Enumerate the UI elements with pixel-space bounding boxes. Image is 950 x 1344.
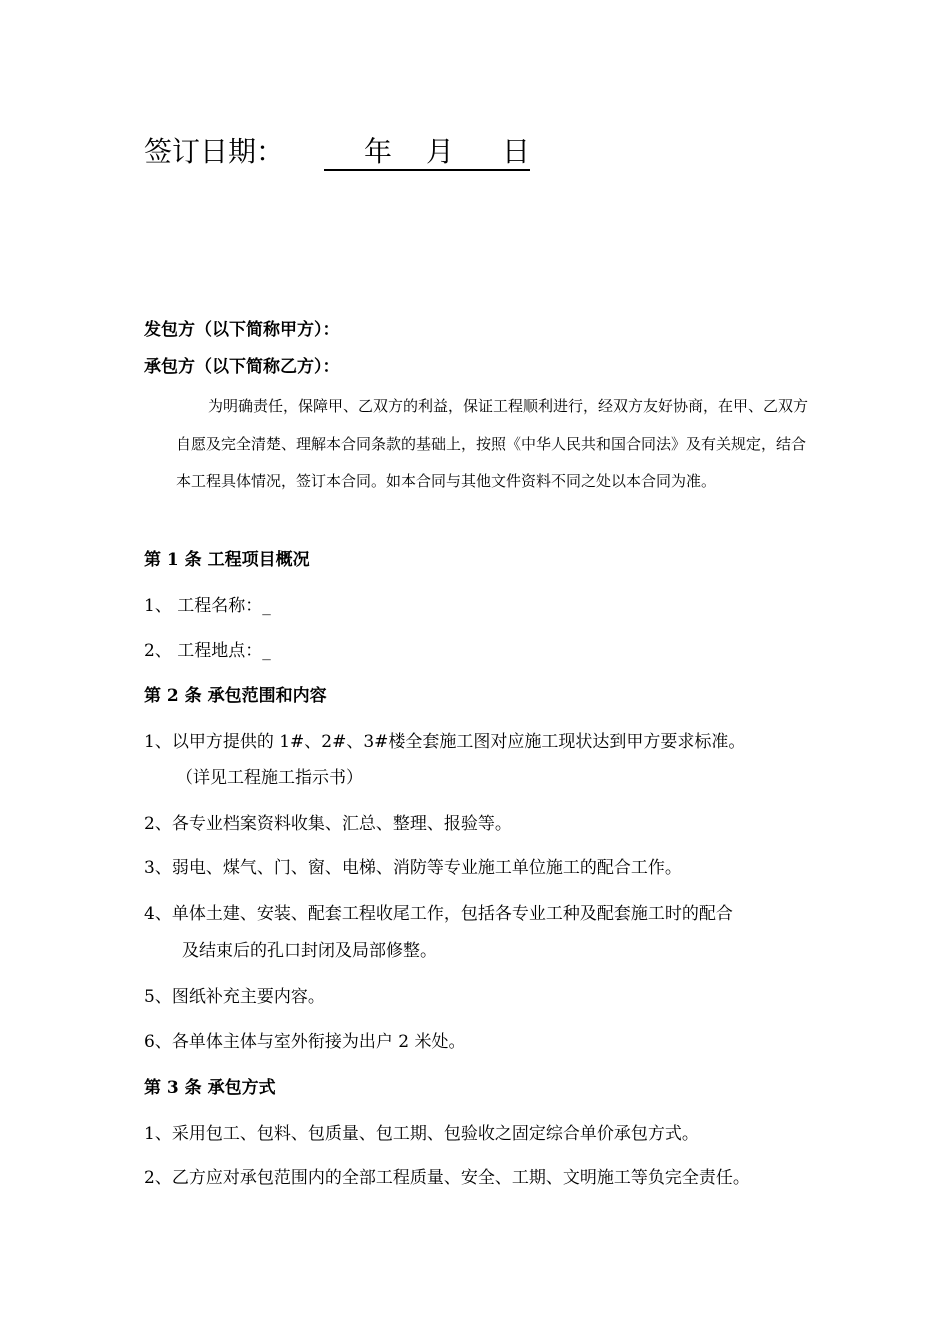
article-2-item-1: 1、以甲方提供的 1#、2#、3#楼全套施工图对应施工现状达到甲方要求标准。 (144, 732, 746, 752)
article-2-item-3: 3、弱电、煤气、门、窗、电梯、消防等专业施工单位施工的配合工作。 (144, 858, 682, 878)
article-2-item-4: 4、单体土建、安装、配套工程收尾工作，包括各专业工种及配套施工时的配合 (144, 904, 733, 924)
day-label: 日 (502, 135, 531, 168)
article-3-title: 第 3 条 承包方式 (144, 1078, 276, 1098)
signing-date-line (144, 132, 530, 172)
article-3-item-1: 1、采用包工、包料、包质量、包工期、包验收之固定综合单价承包方式。 (144, 1124, 699, 1144)
month-label: 月 (426, 135, 455, 168)
year-label: 年 (364, 135, 393, 168)
article-2-item-4-continuation: 及结束后的孔口封闭及局部修整。 (182, 941, 437, 961)
article-1-item-2: 2、 工程地点：_ (144, 641, 271, 661)
signing-date-blank (324, 135, 530, 171)
article-2-item-2: 2、各专业档案资料收集、汇总、整理、报验等。 (144, 814, 512, 834)
intro-paragraph: 为明确责任，保障甲、乙双方的利益，保证工程顺利进行，经双方友好协商，在甲、乙双方自愿及完全清楚、理解本合同条款的基础上，按照《中华人民共和国合同法》及有关规定，结合本工程具体情况，签订本合同。如本合同与其他文件资料不同之处以本合同为准。 (176, 397, 809, 490)
article-2-item-6: 6、各单体主体与室外衔接为出户 2 米处。 (144, 1032, 466, 1052)
article-2-title: 第 2 条 承包范围和内容 (144, 686, 327, 706)
article-2-item-5: 5、图纸补充主要内容。 (144, 987, 325, 1007)
article-3-item-2: 2、乙方应对承包范围内的全部工程质量、安全、工期、文明施工等负完全责任。 (144, 1168, 750, 1188)
article-2-item-1-continuation: （详见工程施工指示书） (176, 768, 363, 788)
party-a-line: 发包方（以下简称甲方）： (144, 320, 340, 340)
party-b-line: 承包方（以下简称乙方）： (144, 357, 340, 377)
article-1-item-1: 1、 工程名称：_ (144, 596, 271, 616)
signing-date-label: 签订日期： (144, 135, 285, 168)
article-1-title: 第 1 条 工程项目概况 (144, 550, 310, 570)
